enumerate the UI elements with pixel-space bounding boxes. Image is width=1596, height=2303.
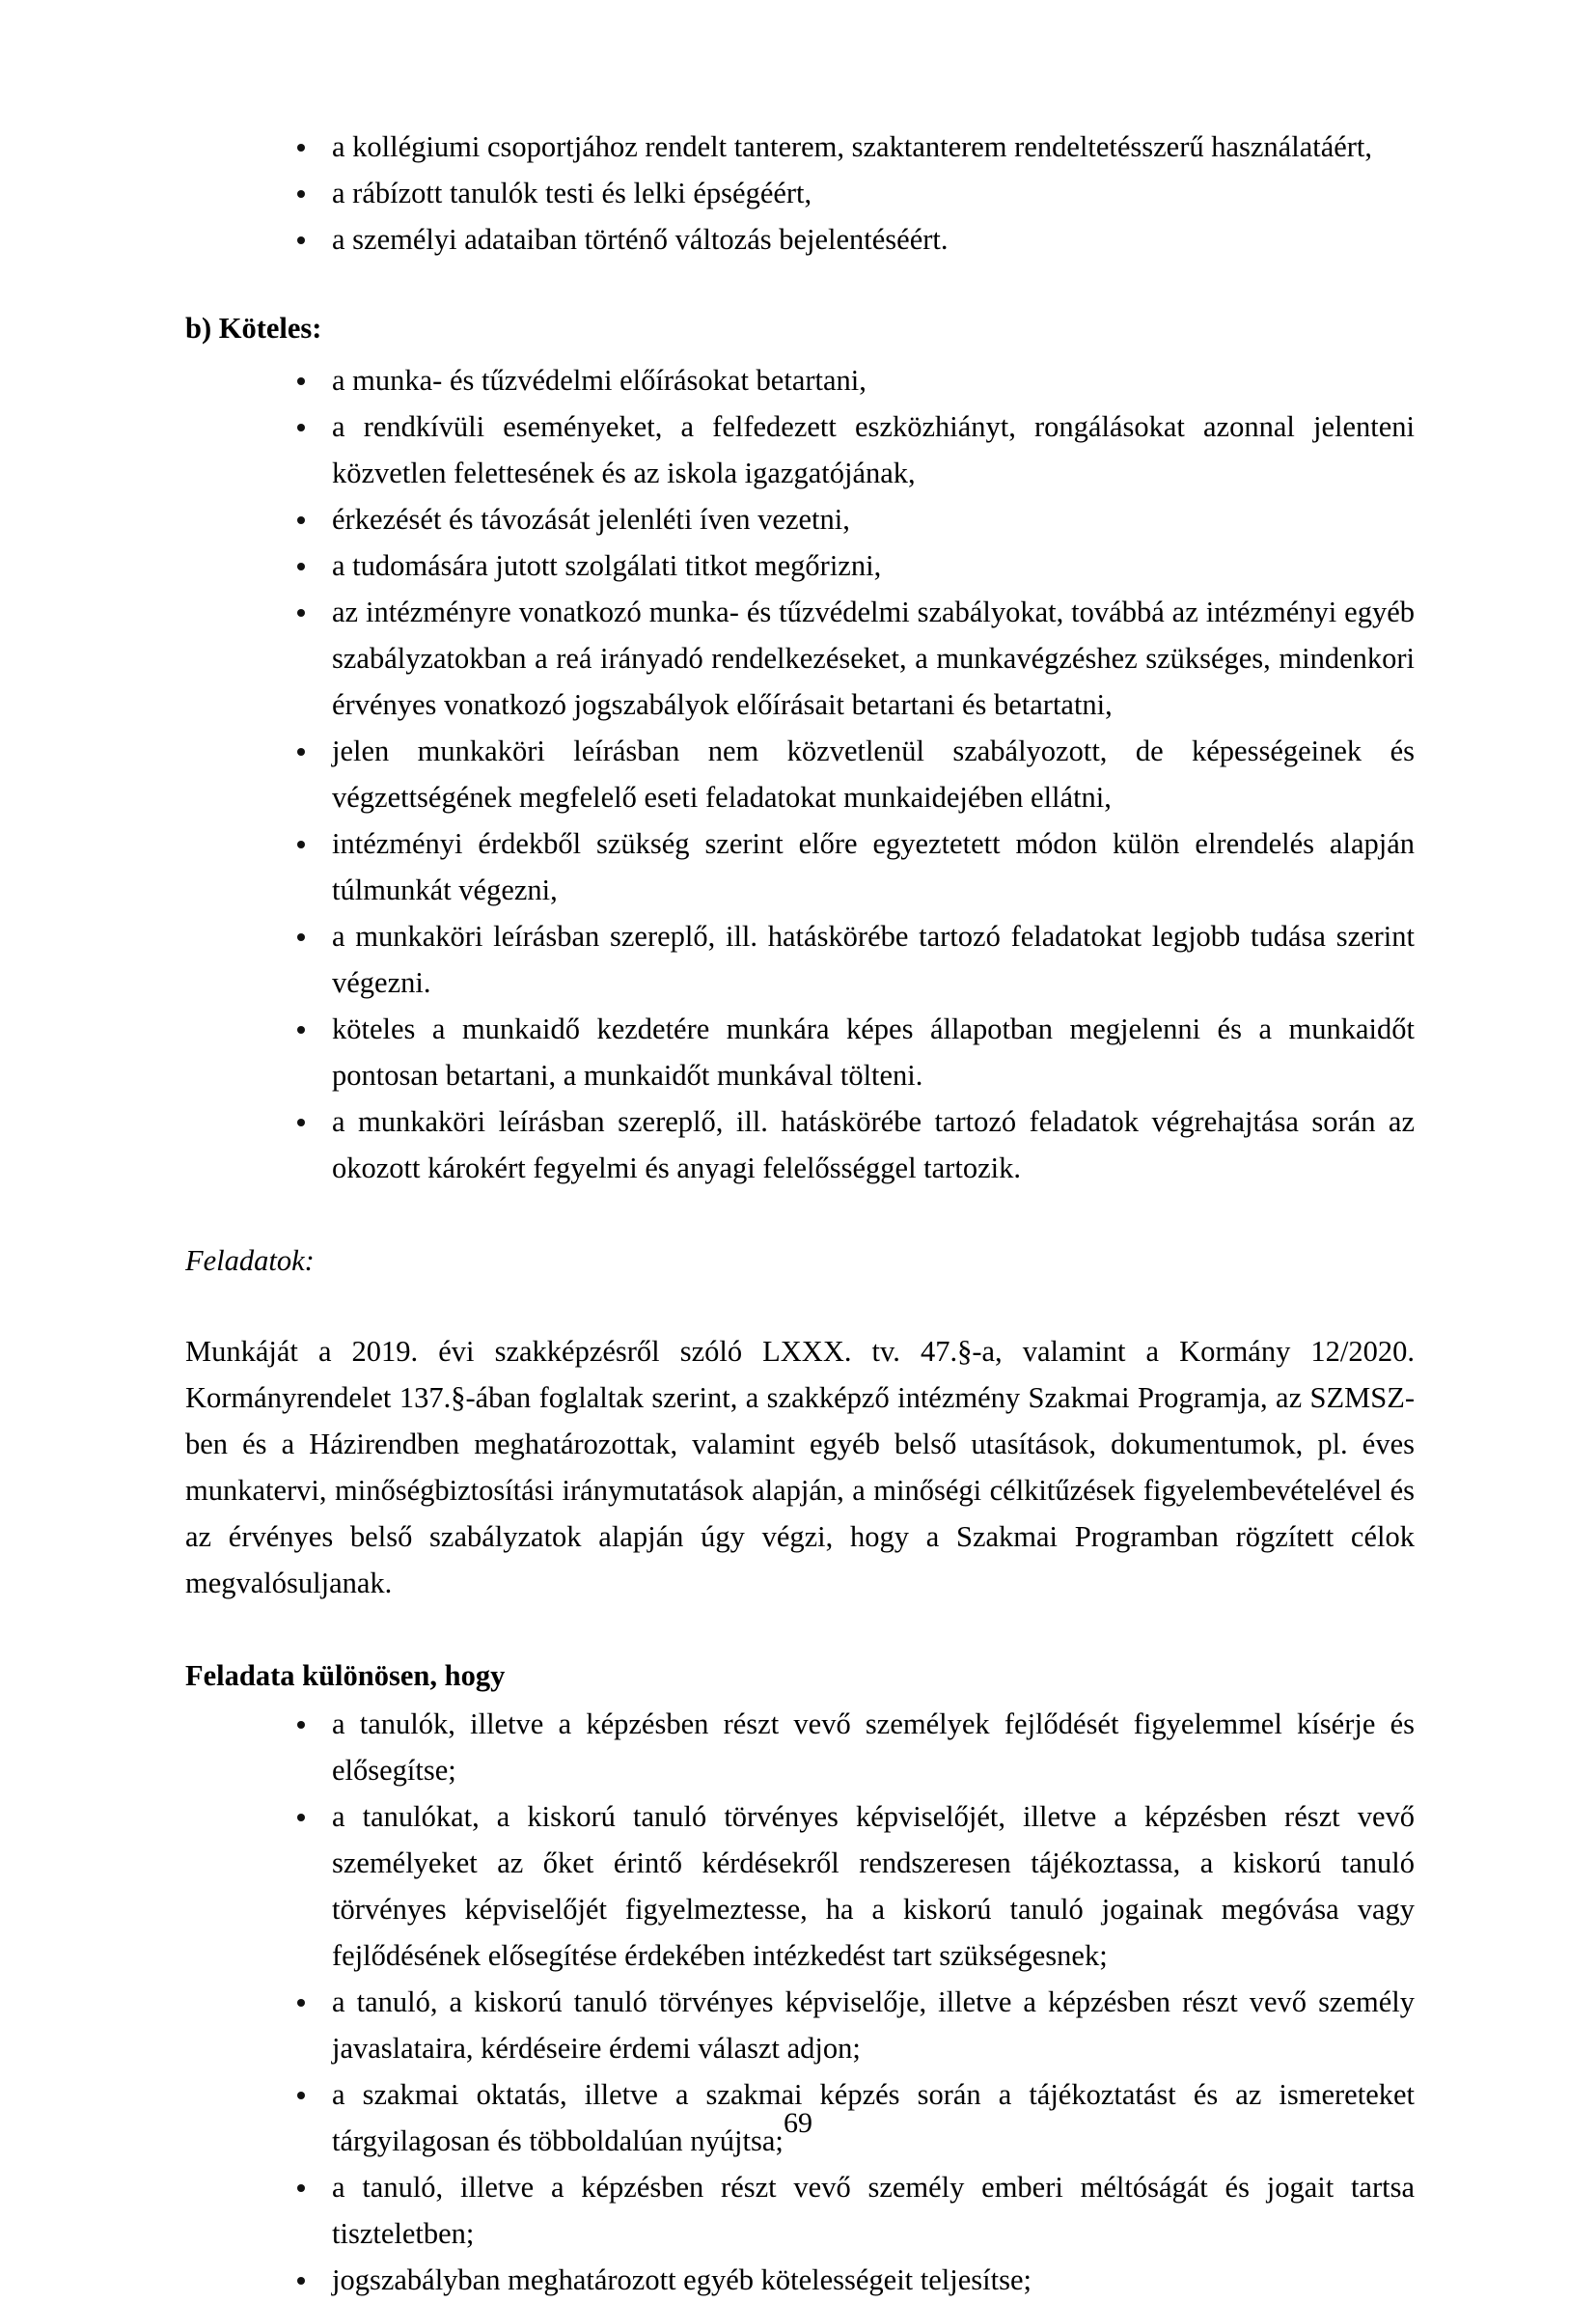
- feladata-kulonosen-heading: Feladata különösen, hogy: [185, 1659, 506, 1692]
- list-item: a munkaköri leírásban szereplő, ill. hatáskörébe tartozó feladatokat legjobb tudása szerint végezni.: [289, 913, 1415, 1006]
- list-item: a munkaköri leírásban szereplő, ill. hatáskörébe tartozó feladatok végrehajtása során az okozott károkért fegyelmi és anyagi felelősséggel tartozik.: [289, 1098, 1415, 1191]
- list-item: a kollégiumi csoportjához rendelt tanterem, szaktanterem rendeltetésszerű használatáért,: [289, 124, 1415, 170]
- obligations-list: [185, 357, 1415, 1191]
- duties-list: [185, 1701, 1415, 2303]
- list-item: a rábízott tanulók testi és lelki épségéért,: [289, 170, 1415, 216]
- list-item: a személyi adataiban történő változás bejelentéséért.: [289, 216, 1415, 263]
- list-item: a tudomására jutott szolgálati titkot megőrizni,: [289, 542, 1415, 589]
- list-item: a munka- és tűzvédelmi előírásokat betartani,: [289, 357, 1415, 403]
- page-number: 69: [784, 2107, 812, 2139]
- list-item: intézményi érdekből szükség szerint előre egyeztetett módon külön elrendelés alapján túlmunkát végezni,: [289, 820, 1415, 913]
- responsibilities-list: [185, 124, 1415, 263]
- list-item: a rendkívüli eseményeket, a felfedezett eszközhiányt, rongálásokat azonnal jelenteni közvetlen felettesének és az iskola igazgatójának,: [289, 403, 1415, 496]
- list-item: a szakmai oktatás, illetve a szakmai képzés során a tájékoztatást és az ismereteket tárgyilagosan és többoldalúan nyújtsa;: [289, 2071, 1415, 2164]
- list-item: a tanulók, illetve a képzésben részt vevő személyek fejlődését figyelemmel kísérje és elősegítse;: [289, 1701, 1415, 1793]
- list-item: jelen munkaköri leírásban nem közvetlenül szabályozott, de képességeinek és végzettségének megfelelő eseti feladatokat munkaidejében ellátni,: [289, 728, 1415, 820]
- feladatok-label: Feladatok:: [185, 1244, 315, 1277]
- list-item: a tanulókat, a kiskorú tanuló törvényes képviselőjét, illetve a képzésben részt vevő személyeket az őket érintő kérdésekről rendszeresen tájékoztassa, a kiskorú tanuló törvényes képviselőjét figyelmeztesse, ha a kiskorú tanuló jogainak megóvása vagy fejlődésének elősegítése érdekében intézkedést tart szükségesnek;: [289, 1793, 1415, 1979]
- section-b-heading: b) Köteles:: [185, 312, 322, 345]
- list-item: a tanuló, a kiskorú tanuló törvényes képviselője, illetve a képzésben részt vevő személy javaslataira, kérdéseire érdemi választ adjon;: [289, 1979, 1415, 2071]
- page-content: [185, 124, 1415, 2303]
- feladatok-paragraph: Munkáját a 2019. évi szakképzésről szóló LXXX. tv. 47.§-a, valamint a Kormány 12/2020. Kormányrendelet 137.§-ában foglaltak szerint, a szakképző intézmény Szakmai Programja, az SZMSZ-ben és a Házirendben meghatározottak, valamint egyéb belső utasítások, dokumentumok, pl. éves munkatervi, minőségbiztosítási iránymutatások alapján, a minőségi célkitűzések figyelembevételével és az érvényes belső szabályzatok alapján úgy végzi, hogy a Szakmai Programban rögzített célok megvalósuljanak.: [185, 1335, 1415, 1599]
- list-item: jogszabályban meghatározott egyéb kötelességeit teljesítse;: [289, 2257, 1415, 2303]
- list-item: a tanuló, illetve a képzésben részt vevő személy emberi méltóságát és jogait tartsa tiszteletben;: [289, 2164, 1415, 2257]
- list-item: az intézményre vonatkozó munka- és tűzvédelmi szabályokat, továbbá az intézményi egyéb szabályzatokban a reá irányadó rendelkezéseket, a munkavégzéshez szükséges, mindenkori érvényes vonatkozó jogszabályok előírásait betartani és betartatni,: [289, 589, 1415, 728]
- list-item: érkezését és távozását jelenléti íven vezetni,: [289, 496, 1415, 542]
- list-item: köteles a munkaidő kezdetére munkára képes állapotban megjelenni és a munkaidőt pontosan betartani, a munkaidőt munkával tölteni.: [289, 1006, 1415, 1098]
